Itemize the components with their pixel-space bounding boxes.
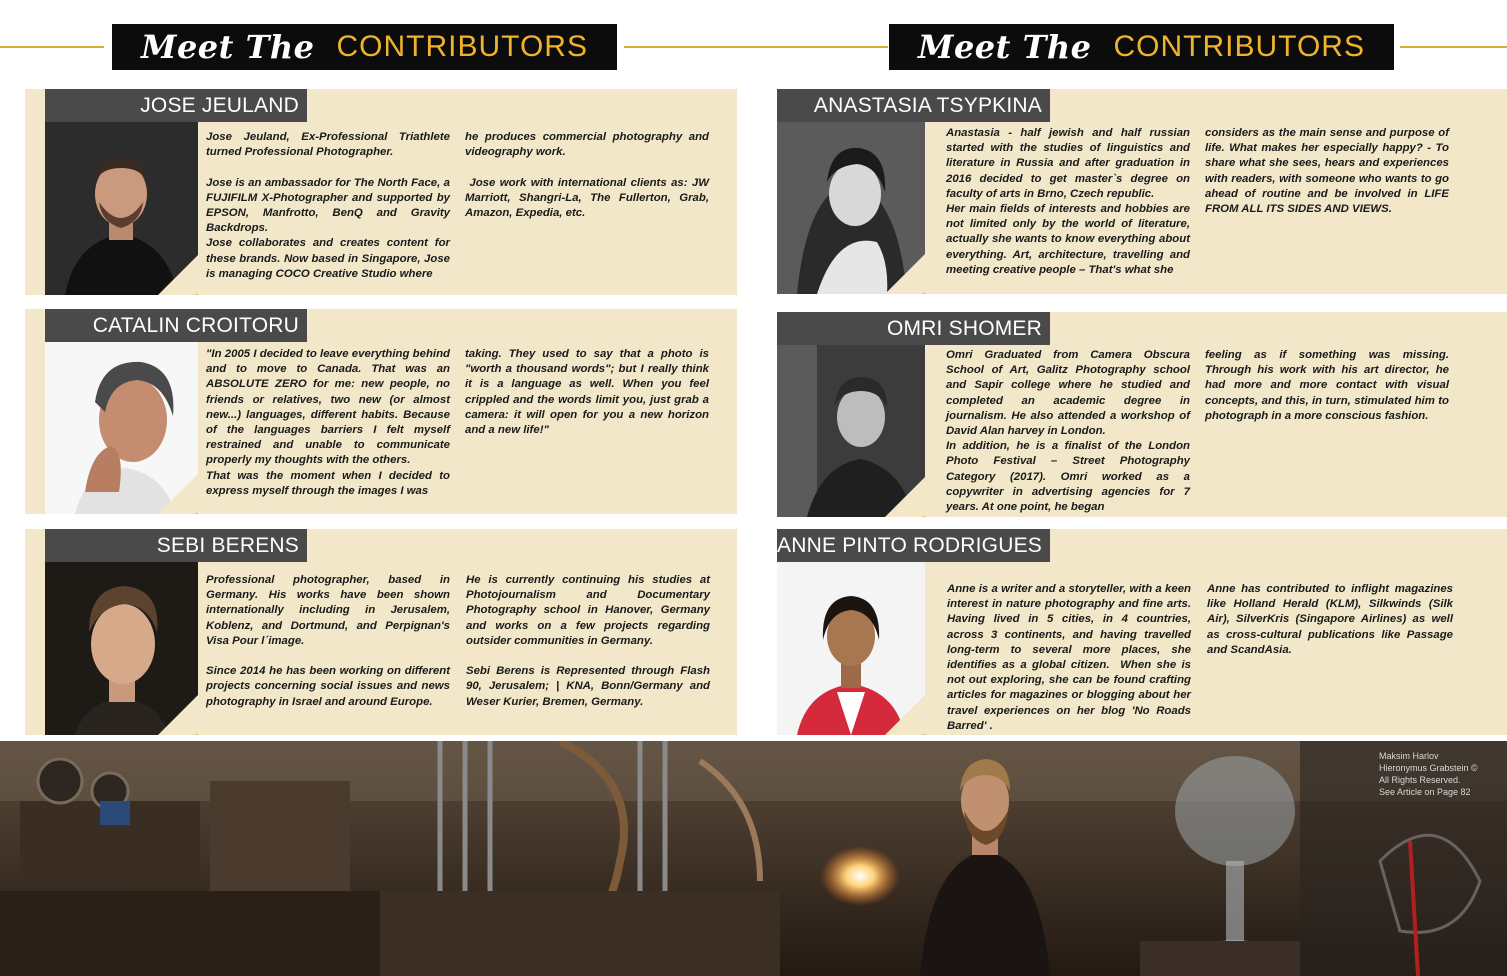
contributor-card [777, 312, 1507, 517]
contributor-name: JOSE JEULAND [45, 89, 307, 122]
contributor-name: OMRI SHOMER [777, 312, 1050, 345]
header-contributors-text: CONTRIBUTORS [1113, 30, 1365, 63]
bio-column: He is currently continuing his studies at Photojournalism and Documentary Photography school in Hanover, Germany and works on a few projects regarding outsider communities in Germany. Sebi Berens is Represented through Flash 90, Jerusalem; | KNA, Bonn/Germany and Weser Kurier, Bremen, Germany. [466, 574, 710, 708]
bio-column: Anne has contributed to inflight magazines like Holland Herald (KLM), Silkwinds (Silk Air), SilverKris (Singapore Airlines) as well as cross-cultural publications like Passage and ScandAsia. [1207, 583, 1457, 656]
contributor-name: SEBI BERENS [45, 529, 307, 562]
gold-rule [1400, 46, 1507, 48]
contributor-card [25, 309, 737, 514]
header-contributors-text: CONTRIBUTORS [336, 30, 588, 63]
header-meet-text: Meet The [141, 28, 315, 66]
contributor-portrait [45, 342, 198, 514]
bio-column: Anastasia - half jewish and half russian started with the studies of linguistics and literature in Russia and after graduation in 2016 decided to get master`s degree on faculty of arts in Brno, Czech republic. Her main fields of interests and hobbies are not limited only by the world of literature, actually she wants to know everything about everything. Art, architecture, travelling and meeting creative people – That's what she [946, 127, 1190, 276]
contributor-portrait [777, 562, 925, 735]
bio-column: Jose Jeuland, Ex-Professional Triathlete turned Professional Photographer. Jose is an ambassador for The North Face, a FUJIFILM X-Photographer and supported by EPSON, Manfrotto, BenQ and Gravity Backdrops. Jose collaborates and creates content for these brands. Now based in Singapore, Jose is managing COCO Creative Studio where [206, 131, 450, 280]
contributor-card [25, 89, 737, 295]
contributor-card [777, 89, 1507, 294]
contributor-portrait [45, 122, 198, 295]
contributor-portrait [777, 122, 925, 294]
bio-column: Professional photographer, based in Germany. His works have been shown internationally including in Jerusalem, Koblenz, and Dortmund, and Perpignan's Visa Pour l´image. Since 2014 he has been working on different projects concerning social issues and news photography in Israel and around Europe. [206, 574, 450, 708]
gold-rule [624, 46, 888, 48]
page-header-right [889, 24, 1394, 70]
workshop-photo [0, 741, 1507, 976]
contributor-card [25, 529, 737, 735]
bio-column: considers as the main sense and purpose of life. What makes her especially happy? - To share what she sees, hears and experiences with readers, with someone who wants to go ahead of routine and be involved in LIFE FROM ALL ITS SIDES AND VIEWS. [1205, 127, 1453, 216]
bio-column: he produces commercial photography and videography work. Jose work with international clients as: JW Marriott, Shangri-La, The Fullerton, Grab, Amazon, Expedia, etc. [465, 131, 709, 220]
contributor-name: ANNE PINTO RODRIGUES [777, 529, 1050, 562]
bio-column: taking. They used to say that a photo is "worth a thousand words"; but I really think it is a language as well. When you feel crippled and the words limit you, just grab a camera: it will open for you a new horizon and a new life!" [465, 348, 713, 437]
page-header-left [112, 24, 617, 70]
contributor-name: ANASTASIA TSYPKINA [777, 89, 1050, 122]
gold-rule [0, 46, 104, 48]
bio-column: feeling as if something was missing. Through his work with his art director, he had more and more contact with visual concepts, and this, in turn, stimulated him to photograph in a more conscious fashion. [1205, 349, 1453, 422]
contributor-portrait [777, 345, 925, 517]
contributor-name: CATALIN CROITORU [45, 309, 307, 342]
bio-column: Omri Graduated from Camera Obscura School of Art, Galitz Photography school and Sapir college where he studied and completed an academic degree in journalism. He also attended a workshop of David Alan harvey in London. In addition, he is a finalist of the London Photo Festival – Street Photography Category (2017). Omri worked as a copywriter in advertising agencies for 7 years. At one point, he began [946, 349, 1190, 514]
bio-column: Anne is a writer and a storyteller, with a keen interest in nature photography and fine arts. Having lived in 5 cities, in 4 countries, across 3 continents, and having travelled long-term to several more places, she identifies as a global citizen. When she is not out exploring, she can be found crafting articles for magazines or blogging about her travel experiences on her blog 'No Roads Barred' . [947, 583, 1195, 732]
header-meet-text: Meet The [918, 28, 1092, 66]
photo-credit: Maksim Harlov Hieronymus Grabstein © All Rights Reserved. See Article on Page 82 [1379, 751, 1478, 797]
bio-column: "In 2005 I decided to leave everything behind and to move to Canada. That was an ABSOLUTE ZERO for me: new people, no friends or relatives, two new (or almost new...) languages, different habits. Because of the languages barriers I felt myself restrained and unable to communicate properly my thoughts with the others. That was the moment when I decided to express myself through the images I was [206, 348, 450, 497]
contributor-card [777, 529, 1507, 735]
contributor-portrait [45, 562, 198, 735]
